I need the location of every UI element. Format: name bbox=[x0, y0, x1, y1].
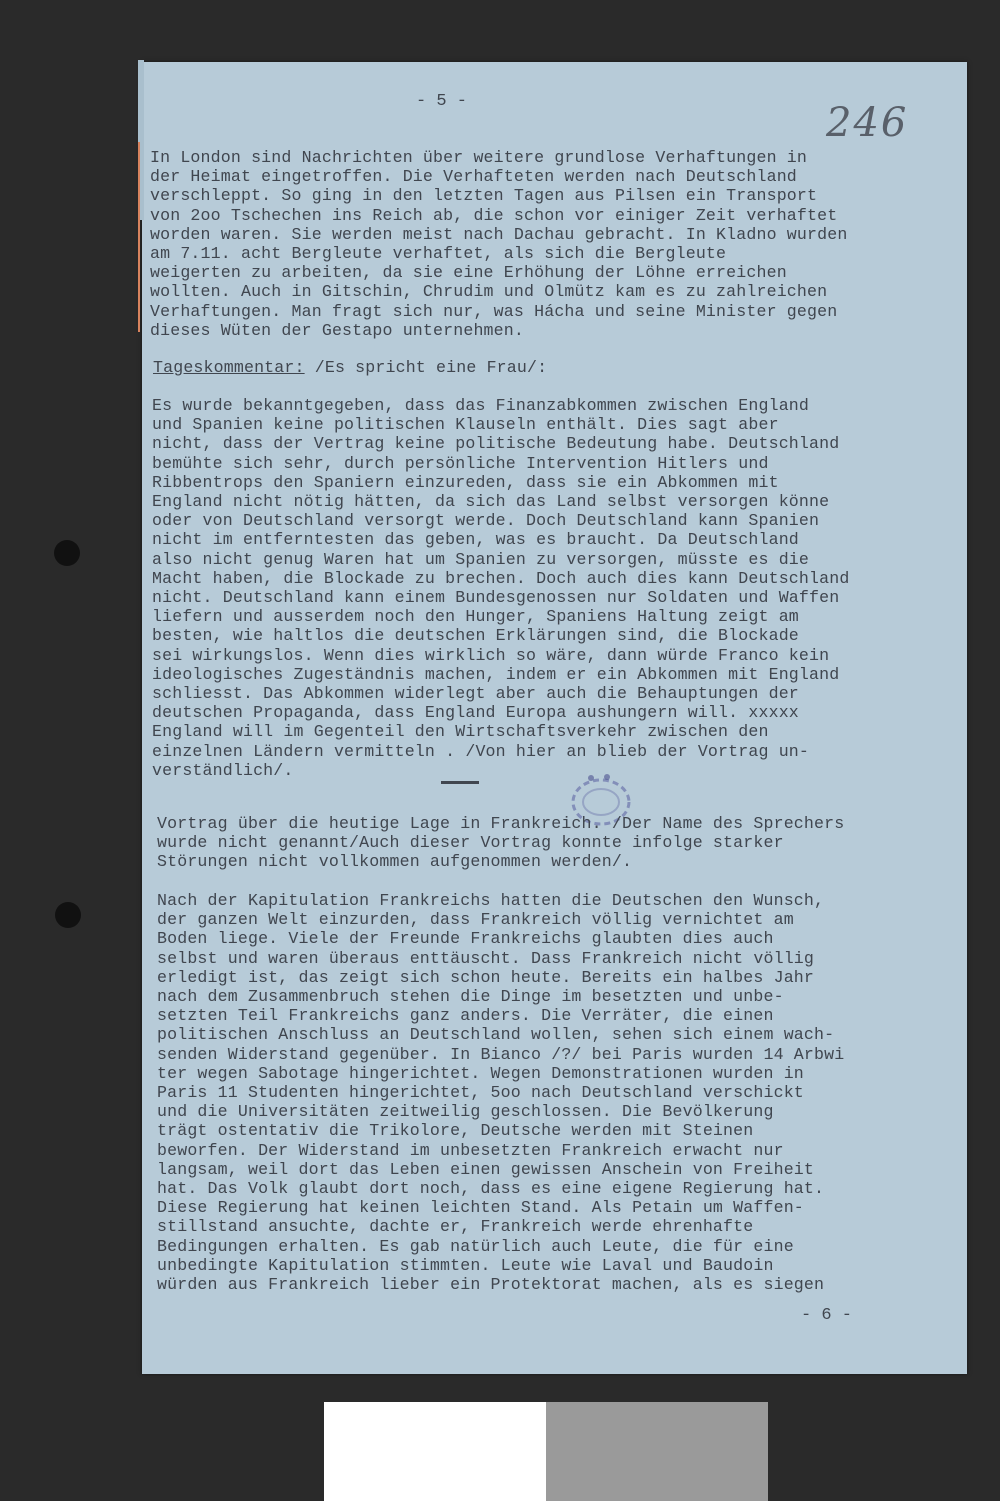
section-heading bbox=[153, 358, 547, 377]
calibration-patch-white bbox=[324, 1402, 546, 1501]
next-page-marker: - 6 - bbox=[801, 1306, 853, 1325]
heading-note: /Es spricht eine Frau/: bbox=[304, 358, 548, 377]
punch-hole bbox=[54, 540, 80, 566]
paragraph-arrests: In London sind Nachrichten über weitere grundlose Verhaftungen in der Heimat eingetroffen. Die Verhafteten werden nach Deutschland verschleppt. So ging in den letzten Tagen aus Pilsen ein Transport von 2oo Tschechen ins Reich ab, die schon vor einiger Zeit verhaftet worden waren. Sie werden meist nach Dachau gebracht. In Kladno wurden am 7.11. acht Bergleute verhaftet, als sich die Bergleute weigerten zu arbeiten, da sie eine Erhöhung der Löhne erreichen wollten. Auch in Gitschin, Chrudim und Olmütz kam es zu zahlreichen Verhaftungen. Man fragt sich nur, was Hácha und seine Minister gegen dieses Wüten der Gestapo unternehmen. bbox=[150, 148, 848, 340]
heading-label: Tageskommentar: bbox=[153, 358, 305, 377]
paragraph-lecture-intro: Vortrag über die heutige Lage in Frankreich. /Der Name des Sprechers wurde nicht genannt/Auch dieser Vortrag konnte infolge starker Störungen nicht vollkommen aufgenommen werden/. bbox=[157, 814, 845, 872]
paragraph-france: Nach der Kapitulation Frankreichs hatten die Deutschen den Wunsch, der ganzen Welt einzurden, dass Frankreich völlig vernichtet am Boden liege. Viele der Freunde Frankreichs glaubten dies auch selbst und waren überaus enttäuscht. Dass Frankreich nicht völlig erledigt ist, das zeigt sich schon heute. Bereits ein halbes Jahr nach dem Zusammenbruch stehen die Dinge im besetzten und unbe- setzten Teil Frankreichs ganz anders. Die Verräter, die einen politischen Anschluss an Deutschland wollen, sehen sich einem wach- senden Widerstand gegenüber. In Bianco /?/ bei Paris wurden 14 Arbwi ter wegen Sabotage hingerichtet. Wegen Demonstrationen wurden in Paris 11 Studenten hingerichtet, 5oo nach Deutschland verschickt und die Universitäten zeitweilig geschlossen. Die Bevölkerung trägt ostentativ die Trikolore, Deutsche werden mit Steinen beworfen. Der Widerstand im unbesetzten Frankreich erwacht nur langsam, weil dort das Leben einen gewissen Anschein von Freiheit hat. Das Volk glaubt dort noch, dass es eine eigene Regierung hat. Diese Regierung hat keinen leichten Stand. Als Petain um Waffen- stillstand ansuchte, dachte er, Frankreich werde ehrenhafte Bedingungen erhalten. Es gab natürlich auch Leute, die für eine unbedingte Kapitulation stimmten. Leute wie Laval und Baudoin würden aus Frankreich lieber ein Protektorat machen, als es siegen bbox=[157, 891, 845, 1295]
red-margin-mark bbox=[138, 142, 140, 332]
page-number: - 5 - bbox=[416, 92, 468, 111]
handwritten-folio-number: 246 bbox=[826, 100, 909, 146]
section-divider bbox=[441, 781, 479, 784]
punch-hole bbox=[55, 902, 81, 928]
calibration-patch-gray bbox=[546, 1402, 768, 1501]
paragraph-commentary: Es wurde bekanntgegeben, dass das Finanzabkommen zwischen England und Spanien keine politischen Klauseln enthält. Dies sagt aber nicht, dass der Vertrag keine politische Bedeutung habe. Deutschland bemühte sich sehr, durch persönliche Intervention Hitlers und Ribbentrops den Spaniern einzureden, dass sie ein Abkommen mit England nicht nötig hätten, da sich das Land selbst versorgen könne oder von Deutschland versorgt werde. Doch Deutschland kann Spanien nicht im entferntesten das geben, was es braucht. Da Deutschland also nicht genug Waren hat um Spanien zu versorgen, müsste es die Macht haben, die Blockade zu brechen. Doch auch dies kann Deutschland nicht. Deutschland kann einem Bundesgenossen nur Soldaten und Waffen liefern und ausserdem noch den Hunger, Spaniens Haltung zeigt am besten, wie haltlos die deutschen Erklärungen sind, die Blockade sei wirkungslos. Wenn dies wirklich so wäre, dann würde Franco kein ideologisches Zugeständnis machen, indem er ein Abkommen mit England schliesst. Das Abkommen widerlegt aber auch die Behauptungen der deutschen Propaganda, dass England Europa aushungern will. xxxxx England will im Gegenteil den Wirtschaftsverkehr zwischen den einzelnen Ländern vermitteln . /Von hier an blieb der Vortrag un- verständlich/. bbox=[152, 396, 850, 780]
